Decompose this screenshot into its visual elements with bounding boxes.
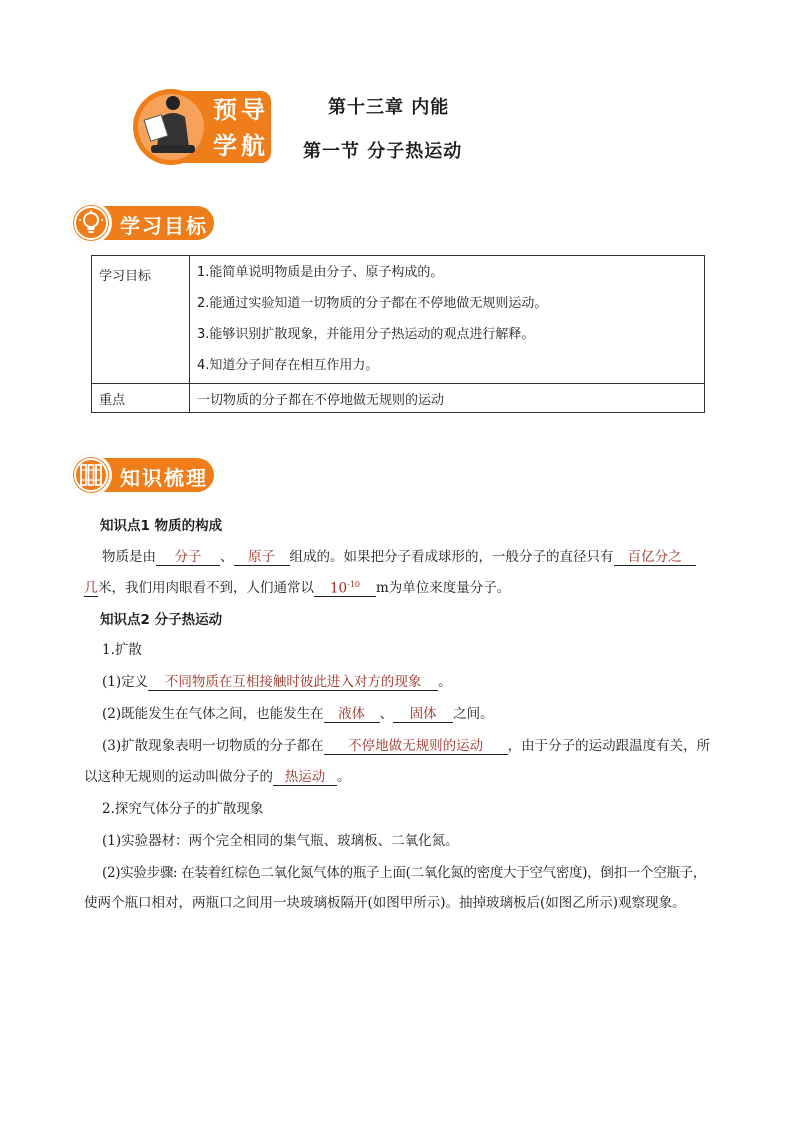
logo-text-line2: 学航 — [213, 132, 269, 160]
section-title: 第一节 分子热运动 — [303, 141, 463, 162]
lightbulb-icon — [79, 210, 103, 236]
diffusion-heading: 1.扩散 — [102, 642, 142, 658]
books-icon — [79, 462, 103, 488]
objectives-header-cell: 学习目标 — [92, 256, 190, 384]
key-point-header-cell: 重点 — [92, 384, 190, 413]
answer-blank: 不同物质在互相接触时彼此进入对方的现象 — [148, 675, 438, 691]
knowledge-banner-label: 知识梳理 — [120, 466, 208, 490]
table-row — [92, 384, 705, 413]
objectives-cell — [190, 256, 705, 384]
answer-blank: $10^{-10}$ — [314, 577, 376, 598]
kp1-title: 知识点1 物质的构成 — [100, 518, 223, 534]
answer-blank: 几 — [84, 580, 98, 596]
answer-blank: 百亿分之 — [614, 550, 696, 566]
kp1-line1: 物质是由 分子 、 原子 组成的。如果把分子看成球形的，一般分子的直径只有 百亿分之 — [102, 545, 696, 566]
answer-blank: 分子 — [156, 550, 220, 566]
objective-item: 4.知道分子间存在相互作用力。 — [197, 358, 379, 373]
kp2-title: 知识点2 分子热运动 — [100, 612, 223, 628]
objectives-banner — [70, 202, 216, 244]
objectives-banner-label: 学习目标 — [120, 214, 208, 238]
chapter-title: 第十三章 内能 — [328, 97, 450, 118]
guide-logo — [133, 87, 273, 167]
answer-blank: 固体 — [393, 707, 453, 723]
equipment-line: (1)实验器材：两个完全相同的集气瓶、玻璃板、二氧化氮。 — [102, 833, 459, 849]
table-row — [92, 256, 705, 384]
experiment-heading: 2.探究气体分子的扩散现象 — [102, 801, 264, 817]
definition-line: (1)定义 不同物质在互相接触时彼此进入对方的现象 。 — [102, 674, 452, 690]
significance-line1: (3)扩散现象表明一切物质的分子都在 不停地做无规则的运动 ，由于分子的运动跟温度有关，所 — [102, 738, 711, 754]
significance-line2: 以这种无规则的运动叫做分子的 热运动 。 — [84, 769, 351, 785]
kp1-line2: 几米，我们用肉眼看不到，人们通常以 $10^{-10}$ m为单位来度量分子。 — [84, 576, 510, 597]
objectives-table — [91, 255, 705, 413]
objective-item: 1.能简单说明物质是由分子、原子构成的。 — [197, 265, 444, 280]
answer-blank: 热运动 — [273, 770, 337, 786]
answer-blank: 液体 — [324, 707, 380, 723]
objective-item: 3.能够识别扩散现象，并能用分子热运动的观点进行解释。 — [197, 327, 535, 342]
occurrence-line: (2)既能发生在气体之间，也能发生在 液体 、 固体 之间。 — [102, 706, 494, 722]
answer-blank: 原子 — [234, 550, 290, 566]
objective-item: 2.能通过实验知道一切物质的分子都在不停地做无规则运动。 — [197, 296, 548, 311]
steps-line2: 使两个瓶口相对，两瓶口之间用一块玻璃板隔开(如图甲所示)。抽掉玻璃板后(如图乙所示)观察现象。 — [84, 895, 686, 911]
key-point-cell: 一切物质的分子都在不停地做无规则的运动 — [190, 384, 705, 413]
logo-text-line1: 预导 — [213, 96, 269, 124]
knowledge-banner — [70, 454, 216, 496]
steps-line1: (2)实验步骤: 在装着红棕色二氧化氮气体的瓶子上面(二氧化氮的密度大于空气密度)，倒扣一个空瓶子， — [102, 865, 706, 881]
answer-blank: 不停地做无规则的运动 — [324, 739, 508, 755]
